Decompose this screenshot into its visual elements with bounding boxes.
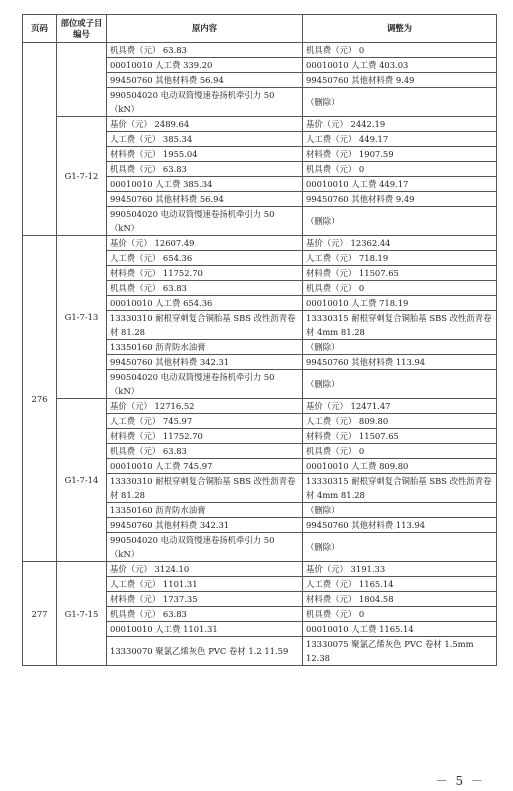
code-cell: G1-7-13 (57, 236, 107, 399)
original-cell: 材料费（元） 1737.35 (107, 592, 303, 607)
adjusted-cell: 人工费（元） 1165.14 (303, 577, 497, 592)
adjusted-cell: 机具费（元） 0 (303, 162, 497, 177)
adjusted-cell: 基价（元） 12471.47 (303, 399, 497, 414)
original-cell: 00010010 人工费 1101.31 (107, 622, 303, 637)
table-row (23, 117, 497, 132)
adjusted-cell: 99450760 其他材料费 113.94 (303, 518, 497, 533)
adjusted-cell: 00010010 人工费 718.19 (303, 296, 497, 311)
adjusted-cell: 基价（元） 3191.33 (303, 562, 497, 577)
adjusted-cell: 99450760 其他材料费 9.49 (303, 192, 497, 207)
original-cell: 材料费（元） 1955.04 (107, 147, 303, 162)
adjusted-cell: 99450760 其他材料费 9.49 (303, 73, 497, 88)
adjusted-cell: 13330075 聚氯乙烯灰色 PVC 卷材 1.5mm 12.38 (303, 637, 497, 666)
adjusted-cell: 00010010 人工费 809.80 (303, 459, 497, 474)
adjusted-cell: 00010010 人工费 1165.14 (303, 622, 497, 637)
adjusted-cell: 基价（元） 2442.19 (303, 117, 497, 132)
original-cell: 99450760 其他材料费 342.31 (107, 355, 303, 370)
original-cell: 00010010 人工费 745.97 (107, 459, 303, 474)
adjusted-cell: 基价（元） 12362.44 (303, 236, 497, 251)
original-cell: 13350160 沥青防水油膏 (107, 340, 303, 355)
adjusted-cell: （删除） (303, 503, 497, 518)
original-cell: 13350160 沥青防水油膏 (107, 503, 303, 518)
adjusted-cell: （删除） (303, 533, 497, 562)
header-adjusted: 调整为 (303, 15, 497, 43)
table-row (23, 43, 497, 58)
adjusted-cell: 人工费（元） 809.80 (303, 414, 497, 429)
original-cell: 机具费（元） 63.83 (107, 162, 303, 177)
original-cell: 机具费（元） 63.83 (107, 444, 303, 459)
adjusted-cell: （删除） (303, 88, 497, 117)
table-row (23, 399, 497, 414)
original-cell: 99450760 其他材料费 56.94 (107, 73, 303, 88)
code-cell: G1-7-12 (57, 117, 107, 236)
code-cell (57, 43, 107, 117)
adjusted-cell: 机具费（元） 0 (303, 281, 497, 296)
table-body (23, 43, 497, 666)
page-number: － 5 － (435, 774, 485, 788)
original-cell: 00010010 人工费 339.20 (107, 58, 303, 73)
header-row (23, 15, 497, 43)
original-cell: 材料费（元） 11752.70 (107, 429, 303, 444)
page-cell: 277 (23, 562, 57, 666)
original-cell: 00010010 人工费 654.36 (107, 296, 303, 311)
original-cell: 人工费（元） 745.97 (107, 414, 303, 429)
adjusted-cell: 13330315 耐根穿刺复合铜胎基 SBS 改性沥青卷材 4mm 81.28 (303, 311, 497, 340)
code-cell: G1-7-15 (57, 562, 107, 666)
adjusted-cell: 13330315 耐根穿刺复合铜胎基 SBS 改性沥青卷材 4mm 81.28 (303, 474, 497, 503)
adjusted-cell: 00010010 人工费 403.03 (303, 58, 497, 73)
header-original: 原内容 (107, 15, 303, 43)
original-cell: 990504020 电动双筒慢速卷扬机牵引力 50（kN） (107, 533, 303, 562)
original-cell: 机具费（元） 63.83 (107, 281, 303, 296)
adjusted-cell: 人工费（元） 449.17 (303, 132, 497, 147)
adjusted-cell: 00010010 人工费 449.17 (303, 177, 497, 192)
adjusted-cell: 99450760 其他材料费 113.94 (303, 355, 497, 370)
original-cell: 机具费（元） 63.83 (107, 607, 303, 622)
original-cell: 99450760 其他材料费 56.94 (107, 192, 303, 207)
header-code: 部位或子目编号 (57, 15, 107, 43)
adjusted-cell: 人工费（元） 718.19 (303, 251, 497, 266)
original-cell: 13330310 耐根穿刺复合铜胎基 SBS 改性沥青卷材 81.28 (107, 474, 303, 503)
original-cell: 00010010 人工费 385.34 (107, 177, 303, 192)
adjustment-table (22, 14, 497, 666)
adjusted-cell: （删除） (303, 340, 497, 355)
adjusted-cell: 材料费（元） 11507.65 (303, 429, 497, 444)
page-cell (23, 43, 57, 236)
original-cell: 基价（元） 3124.10 (107, 562, 303, 577)
original-cell: 13330310 耐根穿刺复合铜胎基 SBS 改性沥青卷材 81.28 (107, 311, 303, 340)
adjusted-cell: 材料费（元） 1907.59 (303, 147, 497, 162)
original-cell: 990504020 电动双筒慢速卷扬机牵引力 50（kN） (107, 370, 303, 399)
table-row (23, 562, 497, 577)
original-cell: 13330070 聚氯乙烯灰色 PVC 卷材 1.2 11.59 (107, 637, 303, 666)
adjusted-cell: （删除） (303, 207, 497, 236)
code-cell: G1-7-14 (57, 399, 107, 562)
original-cell: 990504020 电动双筒慢速卷扬机牵引力 50（kN） (107, 88, 303, 117)
original-cell: 基价（元） 2489.64 (107, 117, 303, 132)
original-cell: 人工费（元） 654.36 (107, 251, 303, 266)
adjusted-cell: 材料费（元） 1804.58 (303, 592, 497, 607)
original-cell: 人工费（元） 1101.31 (107, 577, 303, 592)
original-cell: 990504020 电动双筒慢速卷扬机牵引力 50（kN） (107, 207, 303, 236)
adjusted-cell: 机具费（元） 0 (303, 444, 497, 459)
original-cell: 基价（元） 12607.49 (107, 236, 303, 251)
adjusted-cell: 机具费（元） 0 (303, 43, 497, 58)
page-cell: 276 (23, 236, 57, 562)
original-cell: 机具费（元） 63.83 (107, 43, 303, 58)
original-cell: 人工费（元） 385.34 (107, 132, 303, 147)
table-row (23, 236, 497, 251)
adjusted-cell: （删除） (303, 370, 497, 399)
header-page: 页码 (23, 15, 57, 43)
original-cell: 材料费（元） 11752.70 (107, 266, 303, 281)
adjusted-cell: 机具费（元） 0 (303, 607, 497, 622)
adjusted-cell: 材料费（元） 11507.65 (303, 266, 497, 281)
original-cell: 99450760 其他材料费 342.31 (107, 518, 303, 533)
original-cell: 基价（元） 12716.52 (107, 399, 303, 414)
